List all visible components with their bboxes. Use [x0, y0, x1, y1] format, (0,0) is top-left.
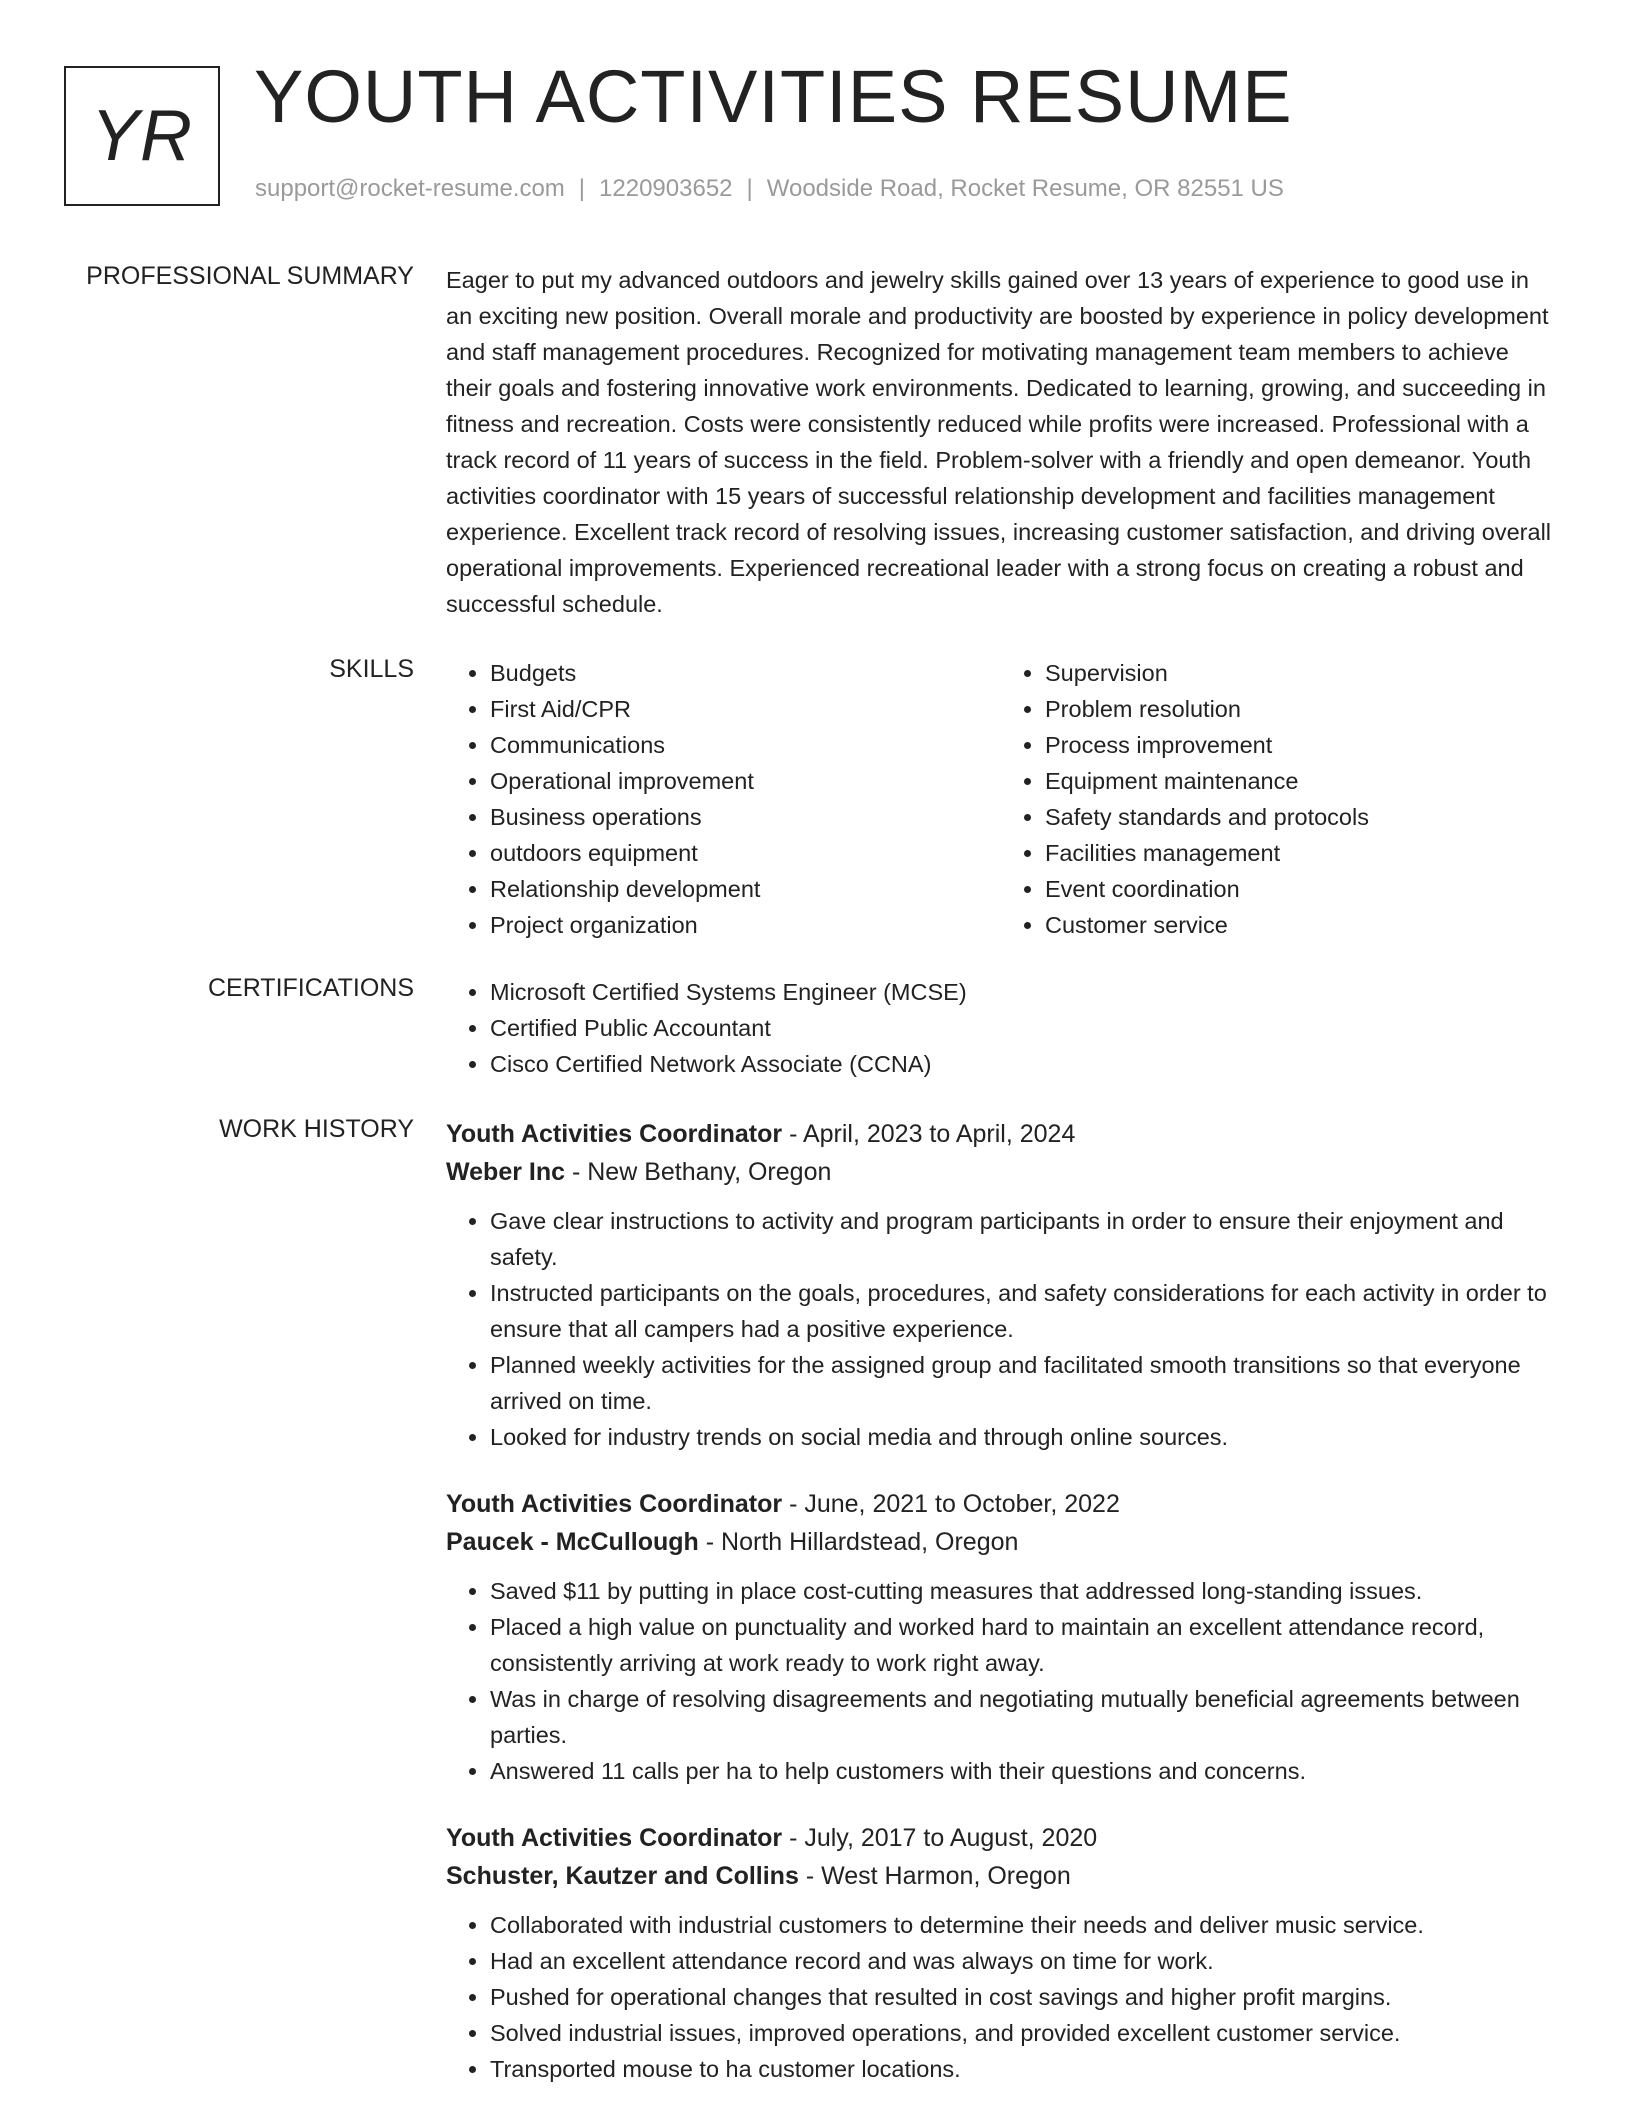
skill-item: • Event coordination: [1045, 871, 1556, 907]
job-company-line: [446, 1523, 1556, 1561]
job-bullet: • Transported mouse to ha customer locations.: [490, 2051, 1556, 2087]
skill-item: • Relationship development: [490, 871, 1001, 907]
certifications-heading: CERTIFICATIONS: [207, 974, 414, 1002]
summary-heading: PROFESSIONAL SUMMARY: [86, 262, 414, 290]
job-bullet: • Gave clear instructions to activity and program participants in order to ensure their enjoyment and safety.: [490, 1203, 1556, 1275]
skill-item: • outdoors equipment: [490, 835, 1001, 871]
job-bullet: • Was in charge of resolving disagreements and negotiating mutually beneficial agreements between parties.: [490, 1681, 1556, 1753]
contact-address: Woodside Road, Rocket Resume, OR 82551 US: [766, 175, 1284, 202]
skill-item: • Customer service: [1045, 907, 1556, 943]
job-bullet: • Planned weekly activities for the assigned group and facilitated smooth transitions so that everyone arrived on time.: [490, 1347, 1556, 1419]
skill-item: • First Aid/CPR: [490, 691, 1001, 727]
job-bullets: [446, 1573, 1556, 1789]
skills-heading: SKILLS: [329, 655, 414, 683]
job-location: - North Hillardstead, Oregon: [705, 1528, 1019, 1556]
skill-item: • Supervision: [1045, 655, 1556, 691]
job-title-line: [446, 1115, 1556, 1153]
job-location: - New Bethany, Oregon: [571, 1158, 832, 1186]
summary-body: [446, 262, 1556, 622]
work-history-body: [446, 1115, 1556, 2117]
work-history-heading: WORK HISTORY: [219, 1115, 414, 1143]
skills-list-left: [446, 655, 1001, 943]
skill-item: • Budgets: [490, 655, 1001, 691]
initials-monogram: YR: [64, 66, 220, 206]
contact-phone: 1220903652: [599, 175, 733, 202]
skill-item: • Business operations: [490, 799, 1001, 835]
skills-list-right: [1001, 655, 1556, 943]
job-dates: - April, 2023 to April, 2024: [789, 1120, 1076, 1148]
job-bullet: • Looked for industry trends on social media and through online sources.: [490, 1419, 1556, 1455]
skill-item: • Problem resolution: [1045, 691, 1556, 727]
resume-title: YOUTH ACTIVITIES RESUME: [254, 55, 1293, 138]
contact-line: [255, 175, 1284, 203]
summary-text: Eager to put my advanced outdoors and jewelry skills gained over 13 years of experience to good use in an exciting new position. Overall morale and productivity are boosted by experience in policy development and staff management procedures. Recognized for motivating management team members to achieve their goals and fostering innovative work environments. Dedicated to learning, growing, and succeeding in fitness and recreation. Costs were consistently reduced while profits were increased. Professional with a track record of 11 years of success in the field. Problem-solver with a friendly and open demeanor. Youth activities coordinator with 15 years of successful relationship development and facilities management experience. Excellent track record of resolving issues, increasing customer satisfaction, and driving overall operational improvements. Experienced recreational leader with a strong focus on creating a robust and successful schedule.: [446, 267, 1552, 617]
certification-item: • Microsoft Certified Systems Engineer (MCSE): [490, 974, 1556, 1010]
job-bullet: • Solved industrial issues, improved operations, and provided excellent customer service.: [490, 2015, 1556, 2051]
contact-separator: |: [746, 175, 753, 202]
certifications-body: [446, 974, 1556, 1082]
job-title: Youth Activities Coordinator: [446, 1824, 783, 1852]
job-bullet: • Pushed for operational changes that resulted in cost savings and higher profit margins.: [490, 1979, 1556, 2015]
job-dates: - July, 2017 to August, 2020: [789, 1824, 1098, 1852]
skill-item: • Communications: [490, 727, 1001, 763]
contact-separator: |: [578, 175, 586, 202]
skill-item: • Process improvement: [1045, 727, 1556, 763]
job-dates: - June, 2021 to October, 2022: [789, 1490, 1120, 1518]
job-title-line: [446, 1819, 1556, 1857]
job-bullet: • Placed a high value on punctuality and worked hard to maintain an excellent attendance record, consistently arriving at work ready to work right away.: [490, 1609, 1556, 1681]
job-company-line: [446, 1857, 1556, 1895]
job-entry: [446, 1485, 1556, 1789]
job-entry: [446, 1115, 1556, 1455]
skill-item: • Operational improvement: [490, 763, 1001, 799]
job-company: Paucek - McCullough: [446, 1528, 699, 1556]
certification-item: • Cisco Certified Network Associate (CCNA): [490, 1046, 1556, 1082]
contact-email: support@rocket-resume.com: [255, 175, 565, 202]
job-company: Weber Inc: [446, 1158, 566, 1186]
job-bullet: • Answered 11 calls per ha to help customers with their questions and concerns.: [490, 1753, 1556, 1789]
job-entry: [446, 1819, 1556, 2087]
job-title-line: [446, 1485, 1556, 1523]
job-company: Schuster, Kautzer and Collins: [446, 1862, 799, 1890]
certifications-list: [446, 974, 1556, 1082]
job-bullet: • Had an excellent attendance record and was always on time for work.: [490, 1943, 1556, 1979]
job-location: - West Harmon, Oregon: [805, 1862, 1071, 1890]
skills-body: [446, 655, 1556, 943]
skill-item: • Equipment maintenance: [1045, 763, 1556, 799]
job-company-line: [446, 1153, 1556, 1191]
certification-item: • Certified Public Accountant: [490, 1010, 1556, 1046]
job-title: Youth Activities Coordinator: [446, 1120, 783, 1148]
job-bullets: [446, 1907, 1556, 2087]
skill-item: • Project organization: [490, 907, 1001, 943]
job-bullets: [446, 1203, 1556, 1455]
job-title: Youth Activities Coordinator: [446, 1490, 783, 1518]
skills-grid: [446, 655, 1556, 943]
job-bullet: • Saved $11 by putting in place cost-cutting measures that addressed long-standing issues.: [490, 1573, 1556, 1609]
skill-item: • Safety standards and protocols: [1045, 799, 1556, 835]
job-bullet: • Instructed participants on the goals, procedures, and safety considerations for each activity in order to ensure that all campers had a positive experience.: [490, 1275, 1556, 1347]
skill-item: • Facilities management: [1045, 835, 1556, 871]
job-bullet: • Collaborated with industrial customers to determine their needs and deliver music service.: [490, 1907, 1556, 1943]
